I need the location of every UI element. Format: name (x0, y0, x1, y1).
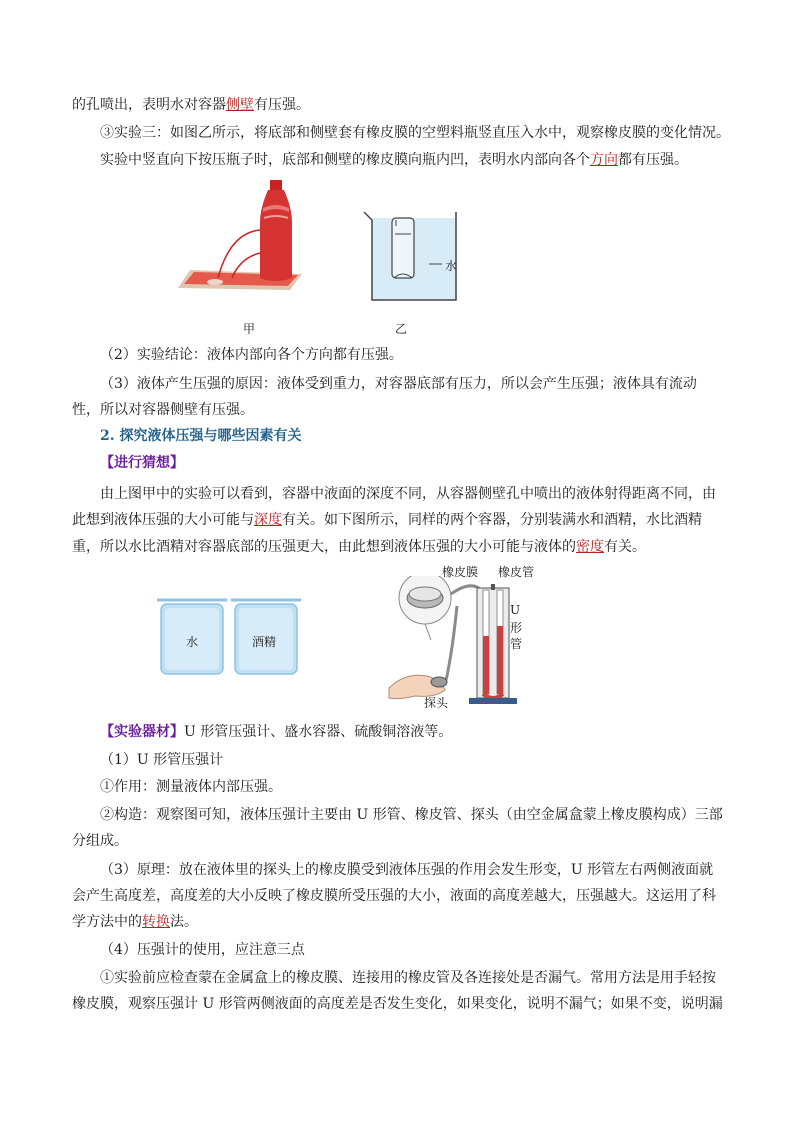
item-1: （1）U 形管压强计 (100, 752, 224, 768)
underlined-term: 侧壁 (226, 97, 254, 113)
underlined-term: 方向 (590, 152, 618, 168)
para-1 (72, 95, 724, 115)
item-3-line-3 (72, 912, 724, 932)
text: 学方法中的 (72, 914, 142, 930)
red-bottle-image (260, 180, 292, 281)
label-tube: 橡皮管 (498, 565, 535, 579)
text: 有关。如下图所示，同样的两个容器，分别装满水和酒精，水比酒精 (282, 512, 702, 528)
item-4: （4）压强计的使用，应注意三点 (100, 942, 305, 958)
caption-jia: 甲 (243, 322, 256, 336)
figure-1 (170, 178, 470, 310)
text: 的孔喷出，表明水对容器 (72, 97, 226, 113)
text: 都有压强。 (618, 152, 688, 168)
para-3 (72, 150, 752, 170)
item-1b-line-2: 分组成。 (72, 833, 128, 849)
label-guan: 管 (510, 637, 523, 651)
caption-yi: 乙 (395, 322, 408, 336)
equipment (100, 722, 752, 742)
item-4a-line-2: 橡皮膜，观察压强计 U 形管两侧液面的高度差是否发生变化，如果变化，说明不漏气；如果不变，说明漏 (72, 996, 723, 1012)
item-3-line-1: （3）原理：放在液体里的探头上的橡皮膜受到液体压强的作用会发生形变，U 形管左右两侧液面就 (100, 862, 714, 878)
water-jet (218, 230, 260, 278)
water-label: 水 (445, 259, 458, 273)
text: U 形管压强计、盛水容器、硫酸铜溶液等。 (184, 724, 453, 740)
figure-beakers (155, 596, 303, 676)
reason-line-1: （3）液体产生压强的原因：液体受到重力，对容器底部有压力，所以会产生压强；液体具有流动 (100, 376, 697, 392)
item-3-line-2: 会产生高度差，高度差的大小反映了橡皮膜所受压强的大小，液面的高度差越大，压强越大。这运用了科 (72, 888, 716, 904)
text: 有关。 (604, 539, 646, 555)
reason-line-2: 性，所以对容器侧壁有压强。 (72, 402, 254, 418)
item-1b-line-1: ②构造：观察图可知，液体压强计主要由 U 形管、橡皮管、探头（由空金属盒蒙上橡皮膜构成）三部 (100, 807, 723, 823)
beaker-image (364, 212, 456, 300)
section-heading: 2. 探究液体压强与哪些因素有关 (100, 428, 302, 444)
label-probe: 探头 (424, 696, 449, 710)
underlined-term: 转换 (142, 914, 170, 930)
label-u: U (510, 603, 521, 617)
text: 此想到液体压强的大小可能与 (72, 512, 254, 528)
underlined-term: 密度 (576, 539, 604, 555)
guess-line-3 (72, 537, 724, 557)
item-1a: ①作用：测量液体内部压强。 (100, 779, 282, 795)
beaker-alcohol-label: 酒精 (252, 635, 277, 649)
equipment-label: 【实验器材】 (100, 724, 184, 740)
beaker-water-label: 水 (186, 635, 199, 649)
text: 重，所以水比酒精对容器底部的压强更大，由此想到液体压强的大小可能与液体的 (72, 539, 576, 555)
conclusion: （2）实验结论：液体内部向各个方向都有压强。 (100, 347, 403, 363)
guess-line-2 (72, 510, 724, 530)
probe-zoom-image (399, 576, 451, 640)
item-4a-line-1: ①实验前应检查蒙在金属盒上的橡皮膜、连接用的橡皮管及各连接处是否漏气。常用方法是用手轻按 (100, 970, 716, 986)
guess-header: 【进行猜想】 (100, 455, 184, 471)
para-2: ③实验三：如图乙所示，将底部和侧壁套有橡皮膜的空塑料瓶竖直压入水中，观察橡皮膜的变化情况。 (100, 125, 730, 141)
text: 法。 (170, 914, 198, 930)
underlined-term: 深度 (254, 512, 282, 528)
text: 有压强。 (254, 97, 310, 113)
guess-line-1: 由上图甲中的实验可以看到，容器中液面的深度不同，从容器侧壁孔中喷出的液体射得距离不同，由 (100, 486, 716, 502)
label-membrane: 橡皮膜 (442, 565, 479, 579)
text: 实验中竖直向下按压瓶子时，底部和侧壁的橡皮膜向瓶内凹，表明水内部向各个 (100, 152, 590, 168)
label-xing: 形 (510, 621, 523, 635)
